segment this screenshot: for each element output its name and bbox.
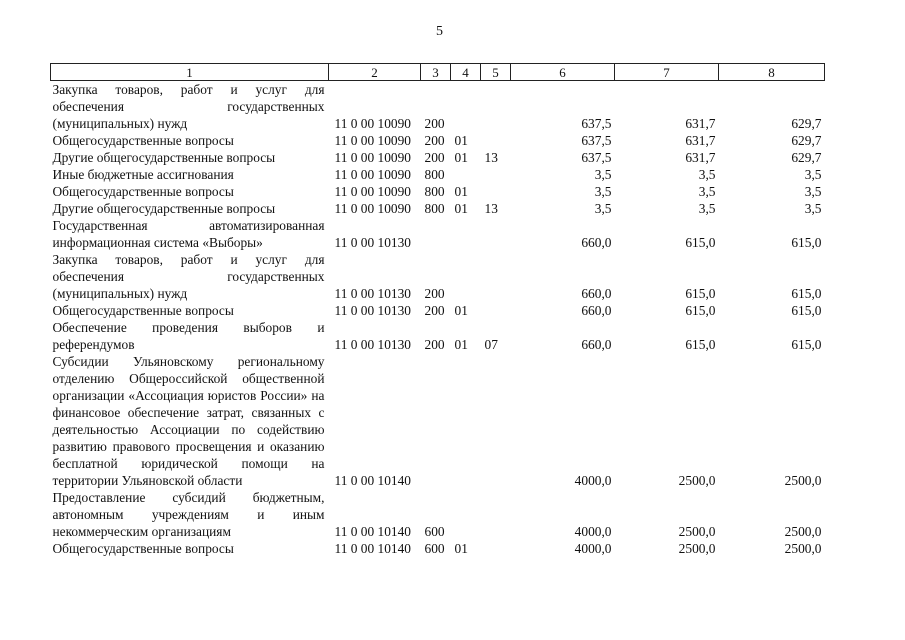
- row-expense-type: 800: [424, 201, 445, 216]
- row-subsection: [481, 251, 511, 302]
- row-value-year-1: 660,0: [581, 235, 612, 250]
- row-section: 01: [454, 201, 468, 216]
- row-value-year-1: 660,0: [581, 337, 612, 352]
- row-target-article: 11 0 00 10090: [334, 201, 411, 216]
- row-target-article: 11 0 00 10090: [334, 184, 411, 199]
- row-expense-type: 200: [424, 337, 445, 352]
- table-row: [51, 166, 825, 183]
- col-header-4: 4: [451, 64, 481, 81]
- row-section: [451, 353, 481, 489]
- table-header: [51, 64, 825, 81]
- row-expense-type: [421, 353, 451, 489]
- row-name: Другие общегосударственные вопросы: [52, 150, 276, 165]
- row-section: [451, 251, 481, 302]
- row-value-year-2: 615,0: [685, 337, 716, 352]
- table-row: [51, 200, 825, 217]
- table-body: [51, 81, 825, 558]
- row-expense-type: 200: [424, 303, 445, 318]
- row-target-article: 11 0 00 10090: [334, 133, 411, 148]
- row-value-year-2: 2500,0: [678, 473, 716, 488]
- row-target-article: 11 0 00 10130: [334, 286, 411, 301]
- row-target-article: 11 0 00 10090: [334, 116, 411, 131]
- row-target-article: 11 0 00 10140: [334, 541, 411, 556]
- row-expense-type: 800: [424, 184, 445, 199]
- row-section: 01: [454, 150, 468, 165]
- row-subsection: [481, 540, 511, 557]
- budget-table: [50, 63, 825, 557]
- row-value-year-3: 2500,0: [784, 473, 822, 488]
- row-target-article: 11 0 00 10130: [334, 303, 411, 318]
- row-subsection: [481, 302, 511, 319]
- row-name: Обеспечение проведения выборов и референдумов: [52, 320, 325, 352]
- row-value-year-1: 3,5: [594, 167, 612, 182]
- row-value-year-3: 2500,0: [784, 541, 822, 556]
- row-value-year-1: 660,0: [581, 303, 612, 318]
- col-header-3: 3: [421, 64, 451, 81]
- row-target-article: 11 0 00 10140: [334, 473, 411, 488]
- row-value-year-2: 3,5: [698, 184, 716, 199]
- row-expense-type: 200: [424, 116, 445, 131]
- table-row: [51, 540, 825, 557]
- row-value-year-3: 3,5: [804, 184, 822, 199]
- row-subsection: 13: [484, 201, 498, 216]
- row-section: 01: [454, 303, 468, 318]
- row-value-year-2: 3,5: [698, 167, 716, 182]
- row-name: Закупка товаров, работ и услуг для обеспечения государственных (муниципальных) нужд: [52, 252, 325, 301]
- col-header-5: 5: [481, 64, 511, 81]
- row-section: 01: [454, 133, 468, 148]
- row-subsection: 07: [484, 337, 498, 352]
- row-value-year-3: 615,0: [791, 286, 822, 301]
- row-subsection: [481, 81, 511, 133]
- row-value-year-2: 631,7: [685, 150, 716, 165]
- row-subsection: [481, 183, 511, 200]
- row-subsection: [481, 217, 511, 251]
- row-target-article: 11 0 00 10090: [334, 167, 411, 182]
- row-value-year-2: 615,0: [685, 303, 716, 318]
- col-header-8: 8: [719, 64, 825, 81]
- row-target-article: 11 0 00 10140: [334, 524, 411, 539]
- row-section: [451, 217, 481, 251]
- row-value-year-3: 615,0: [791, 303, 822, 318]
- row-value-year-3: 615,0: [791, 337, 822, 352]
- row-subsection: 13: [484, 150, 498, 165]
- row-value-year-1: 3,5: [594, 201, 612, 216]
- row-value-year-3: 615,0: [791, 235, 822, 250]
- row-value-year-2: 615,0: [685, 286, 716, 301]
- row-value-year-2: 631,7: [685, 133, 716, 148]
- col-header-6: 6: [511, 64, 615, 81]
- table-row: [51, 81, 825, 133]
- row-value-year-1: 4000,0: [574, 524, 612, 539]
- row-name: Общегосударственные вопросы: [52, 133, 234, 148]
- row-subsection: [481, 489, 511, 540]
- row-section: [451, 81, 481, 133]
- table-row: [51, 132, 825, 149]
- row-value-year-1: 660,0: [581, 286, 612, 301]
- col-header-7: 7: [615, 64, 719, 81]
- row-expense-type: 200: [424, 150, 445, 165]
- table-row: [51, 183, 825, 200]
- row-value-year-1: 3,5: [594, 184, 612, 199]
- row-value-year-1: 4000,0: [574, 541, 612, 556]
- row-name: Общегосударственные вопросы: [52, 303, 234, 318]
- row-value-year-3: 629,7: [791, 116, 822, 131]
- row-target-article: 11 0 00 10130: [334, 235, 411, 250]
- table-row: [51, 302, 825, 319]
- row-target-article: 11 0 00 10090: [334, 150, 411, 165]
- row-name: Предоставление субсидий бюджетным, автономным учреждениям и иным некоммерческим организациям: [52, 490, 325, 539]
- row-name: Субсидии Ульяновскому региональному отделению Общероссийской общественной организации «Ассоциация юристов России» на финансовое обеспечение затрат, связанных с деятельностью Ассоциации по содействию развитию правового просвещения и оказанию бесплатной юридической помощи на территории Ульяновской области: [52, 354, 325, 488]
- row-value-year-3: 2500,0: [784, 524, 822, 539]
- row-value-year-1: 637,5: [581, 150, 612, 165]
- row-value-year-1: 4000,0: [574, 473, 612, 488]
- col-header-2: 2: [329, 64, 421, 81]
- row-name: Иные бюджетные ассигнования: [52, 167, 234, 182]
- row-name: Закупка товаров, работ и услуг для обеспечения государственных (муниципальных) нужд: [52, 82, 325, 131]
- row-expense-type: 200: [424, 286, 445, 301]
- page-number: 5: [436, 24, 443, 39]
- col-header-1: 1: [51, 64, 329, 81]
- table-row: [51, 251, 825, 302]
- row-subsection: [481, 353, 511, 489]
- row-value-year-3: 3,5: [804, 167, 822, 182]
- table-row: [51, 149, 825, 166]
- row-value-year-3: 629,7: [791, 150, 822, 165]
- table-row: [51, 319, 825, 353]
- row-subsection: [481, 132, 511, 149]
- row-section: [451, 489, 481, 540]
- row-value-year-2: 3,5: [698, 201, 716, 216]
- row-expense-type: 600: [424, 541, 445, 556]
- row-name: Государственная автоматизированная информационная система «Выборы»: [52, 218, 325, 250]
- row-name: Общегосударственные вопросы: [52, 184, 234, 199]
- row-expense-type: 800: [424, 167, 445, 182]
- row-value-year-3: 629,7: [791, 133, 822, 148]
- row-expense-type: 200: [424, 133, 445, 148]
- table-row: [51, 489, 825, 540]
- row-target-article: 11 0 00 10130: [334, 337, 411, 352]
- table-row: [51, 217, 825, 251]
- row-value-year-2: 631,7: [685, 116, 716, 131]
- row-value-year-2: 2500,0: [678, 541, 716, 556]
- row-expense-type: 600: [424, 524, 445, 539]
- row-section: [451, 166, 481, 183]
- row-name: Другие общегосударственные вопросы: [52, 201, 276, 216]
- row-expense-type: [421, 217, 451, 251]
- row-name: Общегосударственные вопросы: [52, 541, 234, 556]
- row-section: 01: [454, 337, 468, 352]
- row-section: 01: [454, 184, 468, 199]
- table-row: [51, 353, 825, 489]
- row-value-year-2: 615,0: [685, 235, 716, 250]
- row-value-year-1: 637,5: [581, 116, 612, 131]
- row-section: 01: [454, 541, 468, 556]
- row-value-year-2: 2500,0: [678, 524, 716, 539]
- row-subsection: [481, 166, 511, 183]
- row-value-year-3: 3,5: [804, 201, 822, 216]
- row-value-year-1: 637,5: [581, 133, 612, 148]
